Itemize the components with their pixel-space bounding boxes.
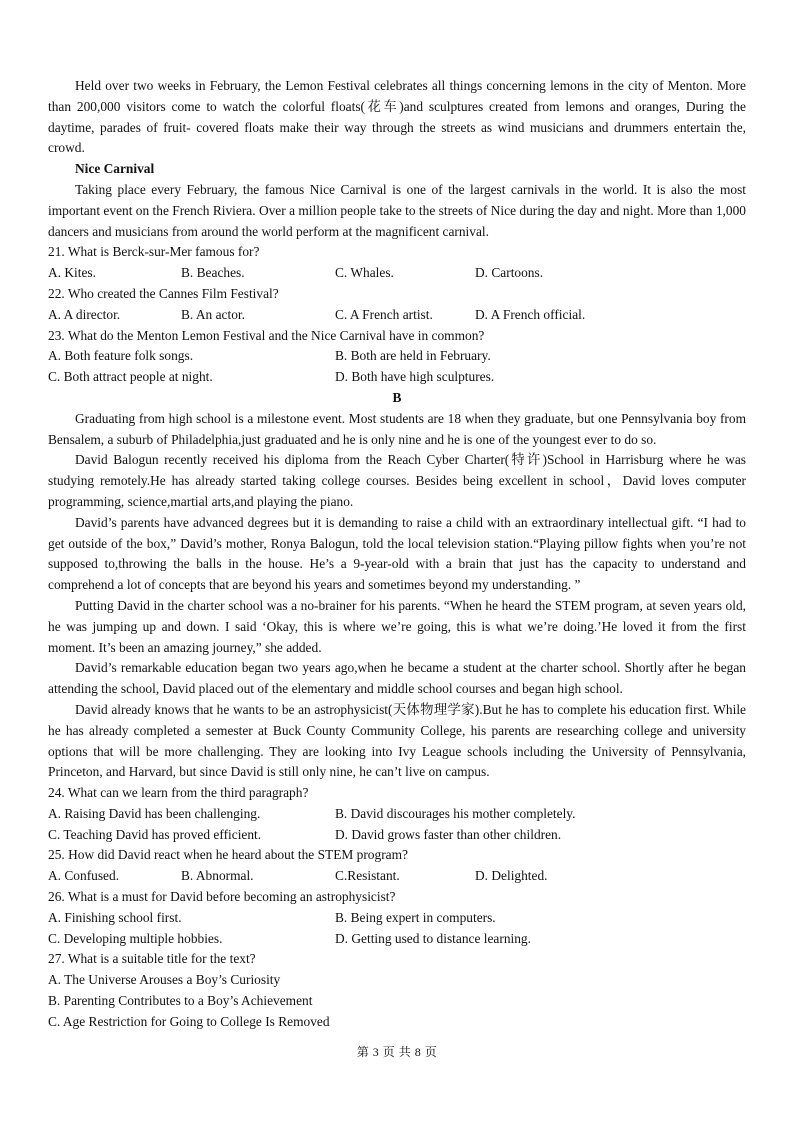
question-24: 24. What can we learn from the third paragraph? bbox=[48, 785, 309, 801]
option-21-c: C. Whales. bbox=[335, 265, 394, 281]
section-b-title: B bbox=[392, 389, 402, 405]
option-27-c: C. Age Restriction for Going to College Is Removed bbox=[48, 1013, 330, 1029]
question-22: 22. Who created the Cannes Film Festival? bbox=[48, 285, 279, 301]
question-25: 25. How did David react when he heard about the STEM program? bbox=[48, 847, 408, 863]
paragraph-b1: Graduating from high school is a milestone event. Most students are 18 when they graduate, but one Pennsylvania boy from Bensalem, a suburb of Philadelphia,just graduated and he is only nine and he is one of the youngest ever to do so. bbox=[48, 410, 746, 447]
option-27-b: B. Parenting Contributes to a Boy’s Achievement bbox=[48, 993, 313, 1009]
options-22 bbox=[48, 305, 746, 326]
option-25-d: D. Delighted. bbox=[475, 868, 548, 884]
question-26: 26. What is a must for David before becoming an astrophysicist? bbox=[48, 889, 396, 905]
options-23-row1 bbox=[48, 346, 746, 367]
option-25-a: A. Confused. bbox=[48, 868, 120, 884]
option-26-d: D. Getting used to distance learning. bbox=[335, 930, 531, 946]
paragraph-b6: David already knows that he wants to be an astrophysicist(天体物理学家).But he has to complete his education first. While he has already completed a semester at Buck County Community College, his parents are researching college and university options that will be more challenging. They are looking into Ivy League schools including the University of Pennsylvania, Princeton, and Harvard, but since David is still only nine, he can’t live on campus. bbox=[48, 701, 746, 780]
option-26-a: A. Finishing school first. bbox=[48, 909, 182, 925]
options-26-row2 bbox=[48, 929, 746, 950]
paragraph-b4: Putting David in the charter school was a no-brainer for his parents. “When he heard the STEM program, at seven years old, he was jumping up and down. I said ‘Okay, this is where we’re going, this is what we’re doing.’He loved it from the first moment. It’s been an amazing journey,” she added. bbox=[48, 597, 746, 655]
option-24-c: C. Teaching David has proved efficient. bbox=[48, 826, 262, 842]
option-25-c: C.Resistant. bbox=[335, 868, 400, 884]
option-23-d: D. Both have high sculptures. bbox=[335, 369, 495, 385]
options-25 bbox=[48, 866, 746, 887]
options-26-row1 bbox=[48, 908, 746, 929]
paragraph-lemon-festival: Held over two weeks in February, the Lemon Festival celebrates all things concerning lemons in the city of Menton. More than 200,000 visitors come to watch the colorful floats(花车)and sculptures created from lemons and oranges, During the daytime, parades of fruit- covered floats make their way through the streets as wind musicians and drummers entertain the, crowd. bbox=[48, 78, 746, 156]
option-24-a: A. Raising David has been challenging. bbox=[48, 805, 261, 821]
options-24-row1 bbox=[48, 804, 746, 825]
paragraph-b5: David’s remarkable education began two years ago,when he became a student at the charter school. Shortly after he began attending the school, David placed out of the elementary and middle school courses and began high school. bbox=[48, 660, 746, 697]
option-24-d: D. David grows faster than other children. bbox=[335, 826, 562, 842]
page-footer: 第 3 页 共 8 页 bbox=[356, 1045, 438, 1059]
option-27-a: A. The Universe Arouses a Boy’s Curiosity bbox=[48, 972, 281, 988]
options-23-row2 bbox=[48, 367, 746, 388]
option-23-b: B. Both are held in February. bbox=[335, 348, 491, 364]
options-24-row2 bbox=[48, 825, 746, 846]
option-26-c: C. Developing multiple hobbies. bbox=[48, 930, 223, 946]
option-22-c: C. A French artist. bbox=[335, 306, 433, 322]
paragraph-nice-carnival: Taking place every February, the famous Nice Carnival is one of the largest carnivals in the world. It is also the most important event on the French Riviera. Over a million people take to the streets of Nice during the day and night. More than 1,000 dancers and musicians from around the world perform at the magnificent carnival. bbox=[48, 181, 746, 239]
option-21-d: D. Cartoons. bbox=[475, 265, 544, 281]
options-21 bbox=[48, 263, 746, 284]
option-24-b: B. David discourages his mother completely. bbox=[335, 805, 576, 821]
option-26-b: B. Being expert in computers. bbox=[335, 909, 496, 925]
paragraph-b3: David’s parents have advanced degrees but it is demanding to raise a child with an extraordinary intellectual gift. “I had to get outside of the box,” David’s mother, Ronya Balogun, told the local television station.“Playing pillow fights when you’re not supposed to,throwing the balls in the house. He’s a 9-year-old with a brain that just has the capacity to understand and comprehend a lot of concepts that are beyond his years and sometimes beyond my understanding. ” bbox=[48, 514, 746, 593]
heading-nice-carnival: Nice Carnival bbox=[75, 161, 155, 177]
option-21-a: A. Kites. bbox=[48, 265, 96, 281]
option-22-d: D. A French official. bbox=[475, 306, 586, 322]
option-25-b: B. Abnormal. bbox=[181, 868, 254, 884]
option-23-c: C. Both attract people at night. bbox=[48, 369, 213, 385]
option-23-a: A. Both feature folk songs. bbox=[48, 348, 194, 364]
question-27: 27. What is a suitable title for the text? bbox=[48, 951, 256, 967]
question-23: 23. What do the Menton Lemon Festival and the Nice Carnival have in common? bbox=[48, 327, 485, 343]
question-21: 21. What is Berck-sur-Mer famous for? bbox=[48, 244, 260, 260]
option-22-b: B. An actor. bbox=[181, 306, 245, 322]
exam-page bbox=[48, 76, 746, 1033]
option-22-a: A. A director. bbox=[48, 306, 121, 322]
option-21-b: B. Beaches. bbox=[181, 265, 245, 281]
paragraph-b2: David Balogun recently received his diploma from the Reach Cyber Charter(特许)School in Harrisburg where he was studying remotely.He has already started taking college courses. Besides being excellent in school，David loves computer programming, science,martial arts,and playing the piano. bbox=[48, 452, 746, 509]
